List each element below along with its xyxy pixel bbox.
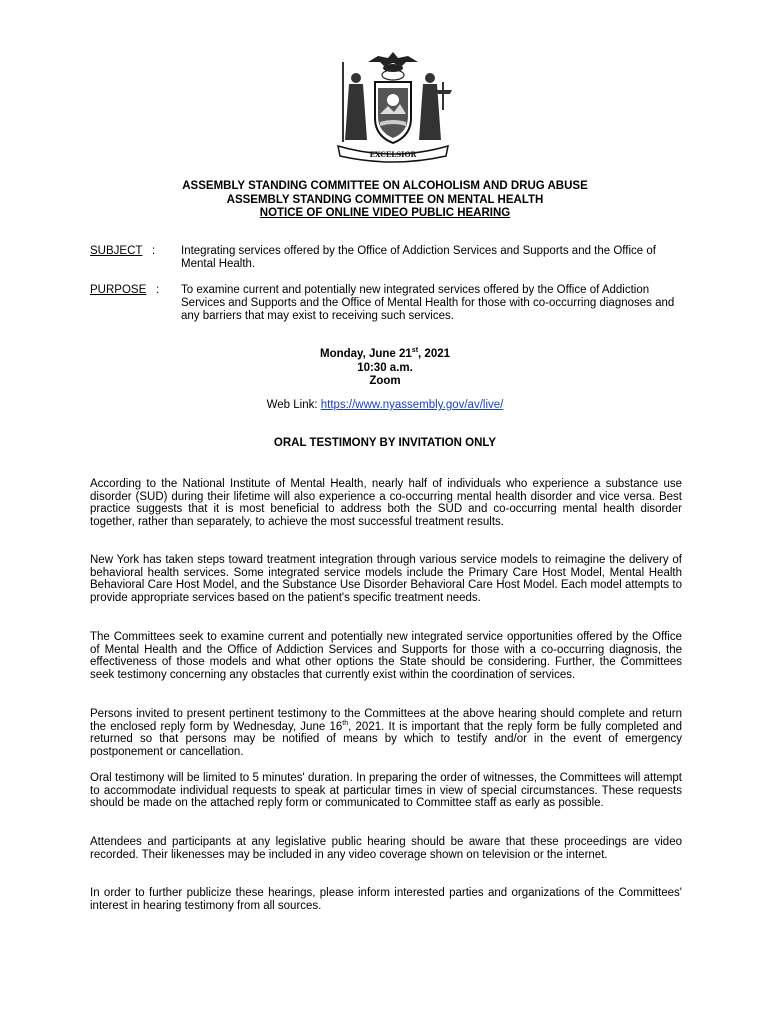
new-york-state-seal: [318, 48, 468, 166]
purpose-label: PURPOSE: [90, 284, 147, 296]
notice-title: NOTICE OF ONLINE VIDEO PUBLIC HEARING: [259, 207, 511, 219]
committee-title-2: ASSEMBLY STANDING COMMITTEE ON MENTAL HEALTH: [226, 193, 544, 206]
web-link[interactable]: https://www.nyassembly.gov/av/live/: [320, 399, 504, 411]
subject-label: SUBJECT: [90, 245, 143, 257]
hearing-location: Zoom: [369, 375, 401, 387]
hearing-details: [90, 348, 680, 389]
purpose-text: To examine current and potentially new integrated services offered by the Office of Addiction Services and Supports and the Office of Mental Health for those with co-occurring diagnoses and any barriers that may exist to receiving such services.: [181, 284, 675, 322]
subject-field: SUBJECT : Integrating services offered by the Office of Addiction Services and Supports and the Office of Mental Health.: [90, 245, 690, 273]
paragraph-6: Attendees and participants at any legislative public hearing should be aware that these proceedings are video recorded. Their likenesses may be included in any video coverage shown on television or the internet.: [90, 836, 682, 861]
hearing-date: Monday, June 21st, 2021: [319, 347, 451, 360]
paragraph-2: New York has taken steps toward treatment integration through various service models to reimagine the delivery of behavioral health services. Some integrated service models include the Primary Care Host Model, Mental Health Behavioral Care Host Model, and the Substance Use Disorder Behavioral Care Host Model. Each model attempts to provide appropriate services based on the patient's specific treatment needs.: [90, 554, 682, 604]
subject-text: Integrating services offered by the Office of Addiction Services and Supports and the Office of Mental Health.: [181, 245, 656, 270]
committee-title-1: ASSEMBLY STANDING COMMITTEE ON ALCOHOLISM AND DRUG ABUSE: [182, 180, 588, 192]
oral-testimony-notice: ORAL TESTIMONY BY INVITATION ONLY: [273, 437, 497, 449]
purpose-field: PURPOSE : To examine current and potentially new integrated services offered by the Office of Addiction Services and Supports and the Office of Mental Health for those with co-occurring diagnoses and any barriers that may exist to receiving such services.: [90, 284, 690, 338]
paragraph-4: Persons invited to present pertinent testimony to the Committees at the above hearing should complete and return the enclosed reply form by Wednesday, June 16th, 2021. It is important that the reply form be fully completed and returned so that persons may be notified of means by which to testify and/or in the event of emergency postponement or cancellation.: [90, 708, 682, 758]
paragraph-3: The Committees seek to examine current and potentially new integrated service opportunities offered by the Office of Mental Health and the Office of Addiction Services and Supports for those with a co-occurring diagnosis, the effectiveness of those models and what other options the State should be considering. Further, the Committees seek testimony concerning any obstacles that currently exist within the coordination of services.: [90, 631, 682, 681]
paragraph-1: According to the National Institute of Mental Health, nearly half of individuals who experience a substance use disorder (SUD) during their lifetime will also experience a co-occurring mental health disorder and vice versa. Best practice suggests that it is most beneficial to address both the SUD and co-occurring mental health disorder together, rather than separately, to achieve the most successful treatment results.: [90, 478, 682, 528]
paragraph-7: In order to further publicize these hearings, please inform interested parties and organizations of the Committees' interest in hearing testimony from all sources.: [90, 887, 682, 912]
web-link-label: Web Link:: [266, 399, 321, 411]
paragraph-5: Oral testimony will be limited to 5 minutes' duration. In preparing the order of witnesses, the Committees will attempt to accommodate individual requests to speak at particular times in view of special circumstances. These requests should be made on the attached reply form or communicated to Committee staff as early as possible.: [90, 772, 682, 809]
web-link-line: [90, 399, 680, 413]
notice-headings: [90, 180, 680, 221]
hearing-time: 10:30 a.m.: [357, 361, 413, 374]
seal-motto: EXCELSIOR: [369, 150, 417, 159]
